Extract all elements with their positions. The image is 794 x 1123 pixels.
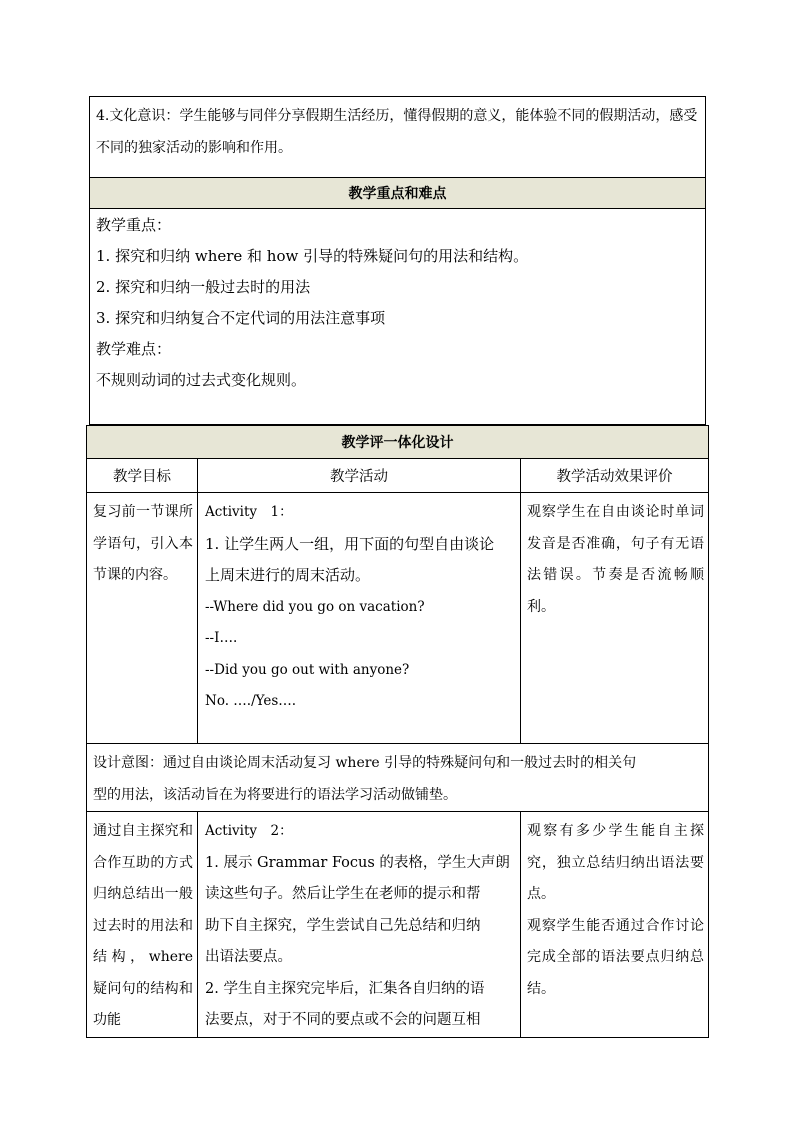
- activity2-line-5: 2. 学生自主探究完毕后，汇集各自归纳的语: [205, 980, 485, 997]
- row1-activity: [198, 493, 521, 744]
- keypoints-cell: [90, 209, 706, 425]
- culture-line-2: 不同的独家活动的影响和作用。: [96, 139, 292, 156]
- row1-evaluation: 观察学生在自由谈论时单词发音是否准确，句子有无语法错误。节奏是否流畅顺利。: [521, 493, 709, 744]
- design-header: 教学评一体化设计: [87, 426, 709, 459]
- difficulty-label: 教学难点：: [96, 340, 172, 358]
- activity1-title: Activity 1：: [205, 504, 293, 520]
- column-header-goal: 教学目标: [87, 459, 198, 493]
- activity1-line-4: --I….: [205, 630, 238, 646]
- focus-item-2: 2. 探究和归纳一般过去时的用法: [96, 278, 311, 296]
- difficulty-text: 不规则动词的过去式变化规则。: [96, 371, 307, 389]
- intent-line-1: 设计意图：通过自由谈论周末活动复习 where 引导的特殊疑问句和一般过去时的相关句: [93, 755, 637, 771]
- row2-activity: [198, 812, 521, 1038]
- activity1-line-1: 1. 让学生两人一组，用下面的句型自由谈论: [205, 534, 495, 553]
- activity2-title: Activity 2：: [205, 823, 293, 839]
- row2-evaluation-1: 观察有多少学生能自主探究，独立总结归纳出语法要点。: [527, 823, 705, 902]
- activity1-line-5: --Did you go out with anyone?: [205, 661, 410, 678]
- activity2-line-4: 出语法要点。: [205, 949, 292, 965]
- activity2-line-3: 助下自主探究，学生尝试自己先总结和归纳: [205, 917, 481, 934]
- focus-label: 教学重点：: [96, 216, 172, 234]
- focus-item-1: 1. 探究和归纳 where 和 how 引导的特殊疑问句的用法和结构。: [96, 247, 529, 265]
- row2-goal: 通过自主探究和合作互助的方式归纳总结出一般过去时的用法和结构，where 疑问句的结构和功能: [87, 812, 198, 1038]
- activity1-line-6: No. …./Yes….: [205, 693, 297, 709]
- focus-item-3: 3. 探究和归纳复合不定代词的用法注意事项: [96, 309, 386, 327]
- culture-cell: [90, 97, 706, 178]
- intent-line-2: 型的用法，该活动旨在为将要进行的语法学习活动做铺垫。: [93, 786, 457, 803]
- activity2-line-6: 法要点，对于不同的要点或不会的问题互相: [205, 1012, 481, 1028]
- row2-evaluation: [521, 812, 709, 1038]
- column-header-activity: 教学活动: [198, 459, 521, 493]
- activity1-line-2: 上周末进行的周末活动。: [205, 566, 371, 584]
- design-table: [86, 425, 709, 1038]
- objectives-keypoints-table: [89, 96, 706, 425]
- row1-goal: 复习前一节课所学语句，引入本节课的内容。: [87, 493, 198, 744]
- design-intent: [87, 744, 709, 812]
- culture-line-1: 4.文化意识：学生能够与同伴分享假期生活经历，懂得假期的意义，能体验不同的假期活动，感受: [96, 108, 698, 124]
- activity1-line-3: --Where did you go on vacation?: [205, 598, 425, 615]
- column-header-evaluation: 教学活动效果评价: [521, 459, 709, 493]
- activity2-line-2: 读这些句子。然后让学生在老师的提示和帮: [205, 886, 481, 902]
- keypoints-header: 教学重点和难点: [90, 178, 706, 209]
- activity2-line-1: 1. 展示 Grammar Focus 的表格，学生大声朗: [205, 854, 510, 871]
- row2-evaluation-2: 观察学生能否通过合作讨论完成全部的语法要点归纳总结。: [527, 917, 705, 997]
